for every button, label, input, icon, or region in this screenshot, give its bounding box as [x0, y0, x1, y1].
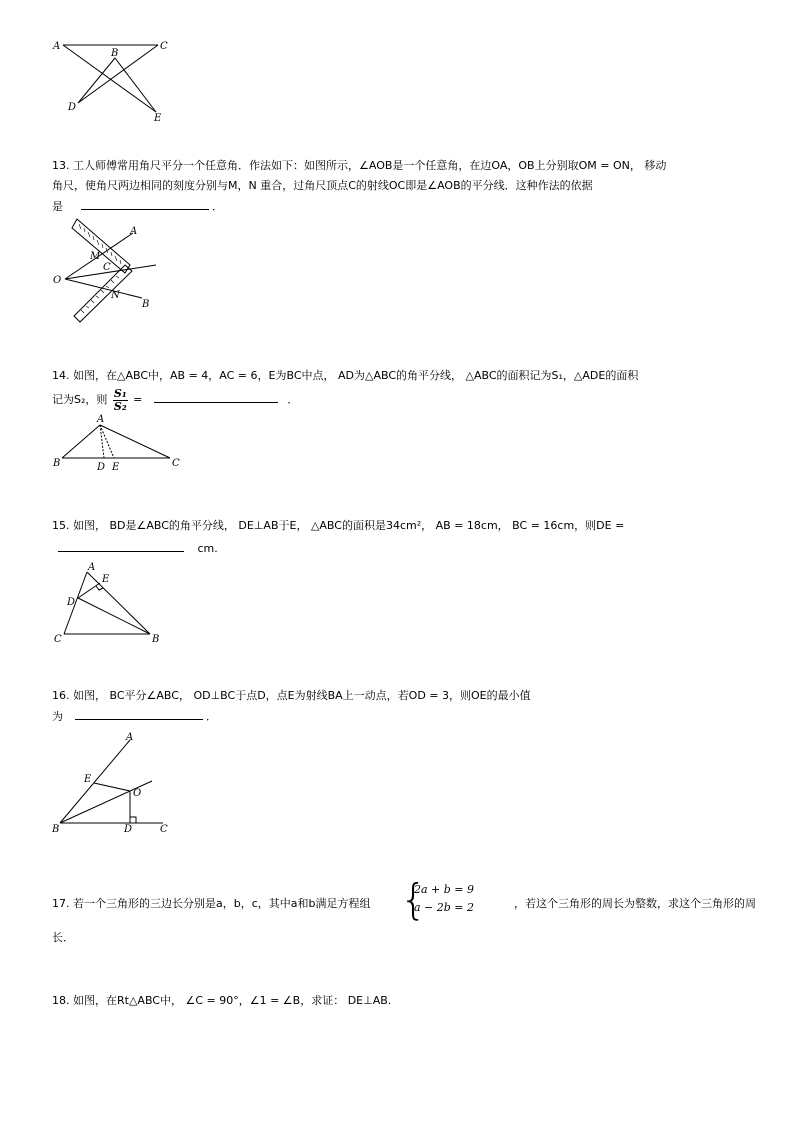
question-number: 14. [52, 369, 70, 382]
question-text: 如图， BC平分∠ABC， OD⊥BC于点D，点E为射线BA上一动点，若OD = 3，则OE的最小值 [73, 689, 531, 702]
label-d: D [67, 597, 76, 608]
label-c: C [103, 262, 111, 273]
q13-line2: 角尺，使角尺两边相同的刻度分别与M，N 重合，过角尺顶点C的射线OC即是∠AOB的平分线．这种作法的依据 [52, 179, 593, 192]
label-a: A [53, 41, 61, 52]
punct: ． [212, 200, 223, 213]
label-b: B [52, 824, 60, 835]
label-d: D [97, 462, 106, 473]
label-e: E [84, 774, 92, 785]
question-number: 17. [52, 897, 70, 910]
label-e: E [154, 113, 162, 124]
question-text: 工人师傅常用角尺平分一个任意角．作法如下：如图所示，∠AOB是一个任意角，在边OA，OB上分别取OM = ON， 移动 [73, 159, 667, 172]
punct: ． [206, 710, 217, 723]
q17-line1-pre [52, 894, 371, 914]
equals-sign: = [133, 393, 143, 406]
question-number: 13. [52, 159, 70, 172]
label-n: N [111, 290, 120, 301]
label-a: A [88, 562, 96, 573]
question-text: 如图，在△ABC中，AB = 4，AC = 6，E为BC中点， AD为△ABC的角平分线， △ABC的面积记为S₁，△ADE的面积 [73, 369, 639, 382]
question-text: 若一个三角形的三边长分别是a，b，c，其中a和b满足方程组 [73, 897, 371, 910]
equation-1: 2a + b = 9 [414, 883, 475, 896]
label-c: C [172, 458, 180, 469]
label-c: C [160, 824, 168, 835]
label-e: E [102, 574, 110, 585]
question-text: 是 [52, 200, 63, 213]
q17-line2: 长． [52, 931, 74, 944]
label-e: E [112, 462, 120, 473]
question-text: 记为S₂，则 [52, 393, 108, 406]
punct: ． [287, 393, 299, 406]
label-d: D [124, 824, 133, 835]
label-b: B [53, 458, 61, 469]
label-a: A [126, 732, 134, 743]
q18-line1 [52, 991, 391, 1011]
question-number: 18. [52, 994, 70, 1007]
label-c: C [54, 634, 62, 645]
label-m: M [90, 251, 101, 262]
question-text: 如图， BD是∠ABC的角平分线， DE⊥AB于E， △ABC的面积是34cm²， AB = 18cm， BC = 16cm，则DE = [73, 519, 625, 532]
label-o: O [53, 275, 62, 286]
label-b: B [142, 299, 150, 310]
fraction-denominator: S₂ [113, 399, 127, 413]
equation-2: a − 2b = 2 [414, 901, 475, 914]
label-b: B [152, 634, 160, 645]
label-o: O [133, 788, 142, 799]
system-brace: { [400, 875, 427, 924]
question-number: 16. [52, 689, 70, 702]
label-a: A [97, 414, 105, 425]
fraction-numerator: S₁ [113, 386, 127, 400]
label-b: B [111, 48, 119, 59]
label-c: C [160, 41, 168, 52]
q17-line1-post: ，若这个三角形的周长为整数，求这个三角形的周 [514, 897, 756, 910]
label-d: D [68, 102, 77, 113]
question-number: 15. [52, 519, 70, 532]
question-text: 如图，在Rt△ABC中， ∠C = 90°，∠1 = ∠B，求证： DE⊥AB. [73, 994, 392, 1007]
label-a: A [130, 226, 138, 237]
unit-label: cm. [197, 542, 218, 555]
question-text: 为 [52, 710, 63, 723]
